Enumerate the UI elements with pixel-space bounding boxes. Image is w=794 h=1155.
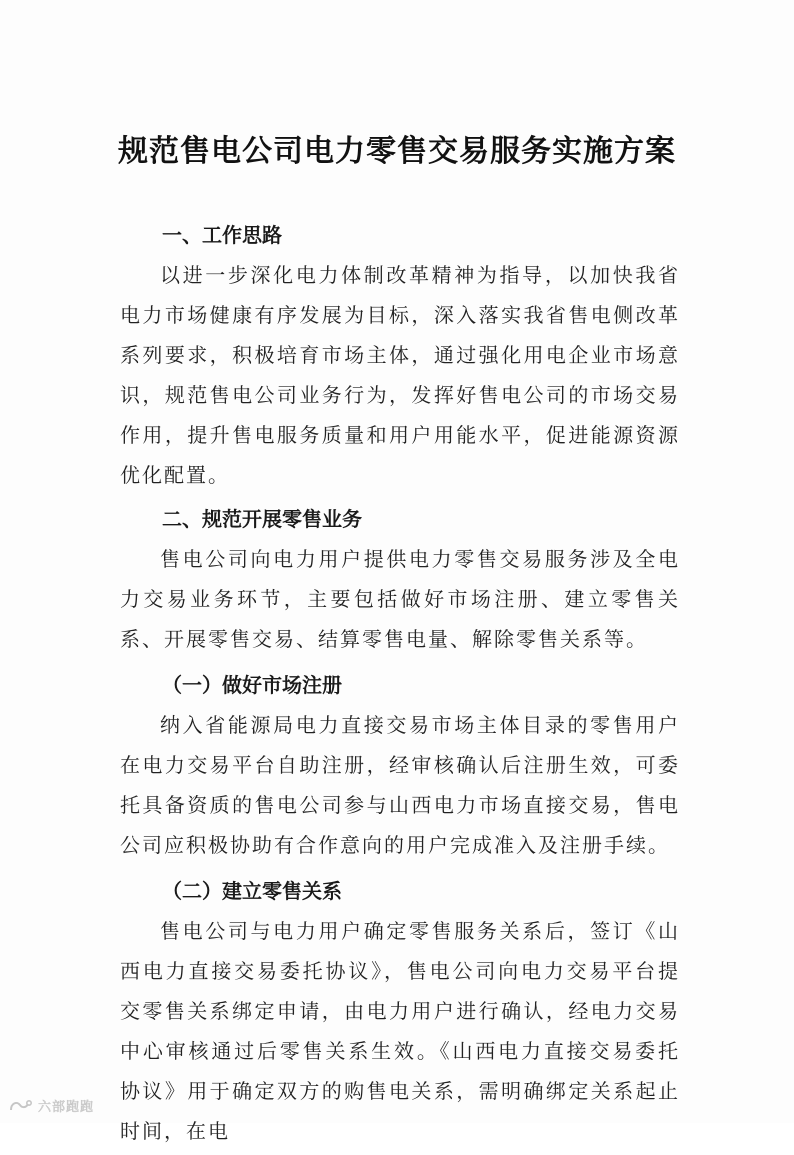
section-heading-work-approach: 一、工作思路	[162, 223, 282, 247]
subsection-heading-retail-relationship: （二）建立零售关系	[162, 879, 342, 903]
subsection-heading-market-registration: （一）做好市场注册	[162, 673, 342, 697]
watermark	[8, 1096, 94, 1115]
section-heading-retail-business: 二、规范开展零售业务	[162, 507, 362, 531]
subsection-paragraph-retail-relationship: 售电公司与电力用户确定零售服务关系后，签订《山西电力直接交易委托协议》，售电公司向电力交易平台提交零售关系绑定申请，由电力用户进行确认，经电力交易中心审核通过后零售关系生效。《山西电力直接交易委托协议》用于确定双方的购售电关系，需明确绑定关系起止时间，在电	[120, 919, 680, 1143]
subsection-paragraph-market-registration: 纳入省能源局电力直接交易市场主体目录的零售用户在电力交易平台自助注册，经审核确认后注册生效，可委托具备资质的售电公司参与山西电力市场直接交易，售电公司应积极协助有合作意向的用户完成准入及注册手续。	[120, 713, 680, 857]
section-paragraph-retail-business: 售电公司向电力用户提供电力零售交易服务涉及全电力交易业务环节，主要包括做好市场注册、建立零售关系、开展零售交易、结算零售电量、解除零售关系等。	[120, 547, 680, 651]
brand-logo-icon	[8, 1098, 34, 1114]
watermark-text: 六部跑跑	[38, 1100, 95, 1115]
document-body	[120, 215, 680, 1155]
document-title: 规范售电公司电力零售交易服务实施方案	[118, 134, 676, 169]
section-paragraph-work-approach: 以进一步深化电力体制改革精神为指导，以加快我省电力市场健康有序发展为目标，深入落实我省售电侧改革系列要求，积极培育市场主体，通过强化用电企业市场意识，规范售电公司业务行为，发挥好售电公司的市场交易作用，提升售电服务质量和用户用能水平，促进能源资源优化配置。	[120, 263, 680, 487]
